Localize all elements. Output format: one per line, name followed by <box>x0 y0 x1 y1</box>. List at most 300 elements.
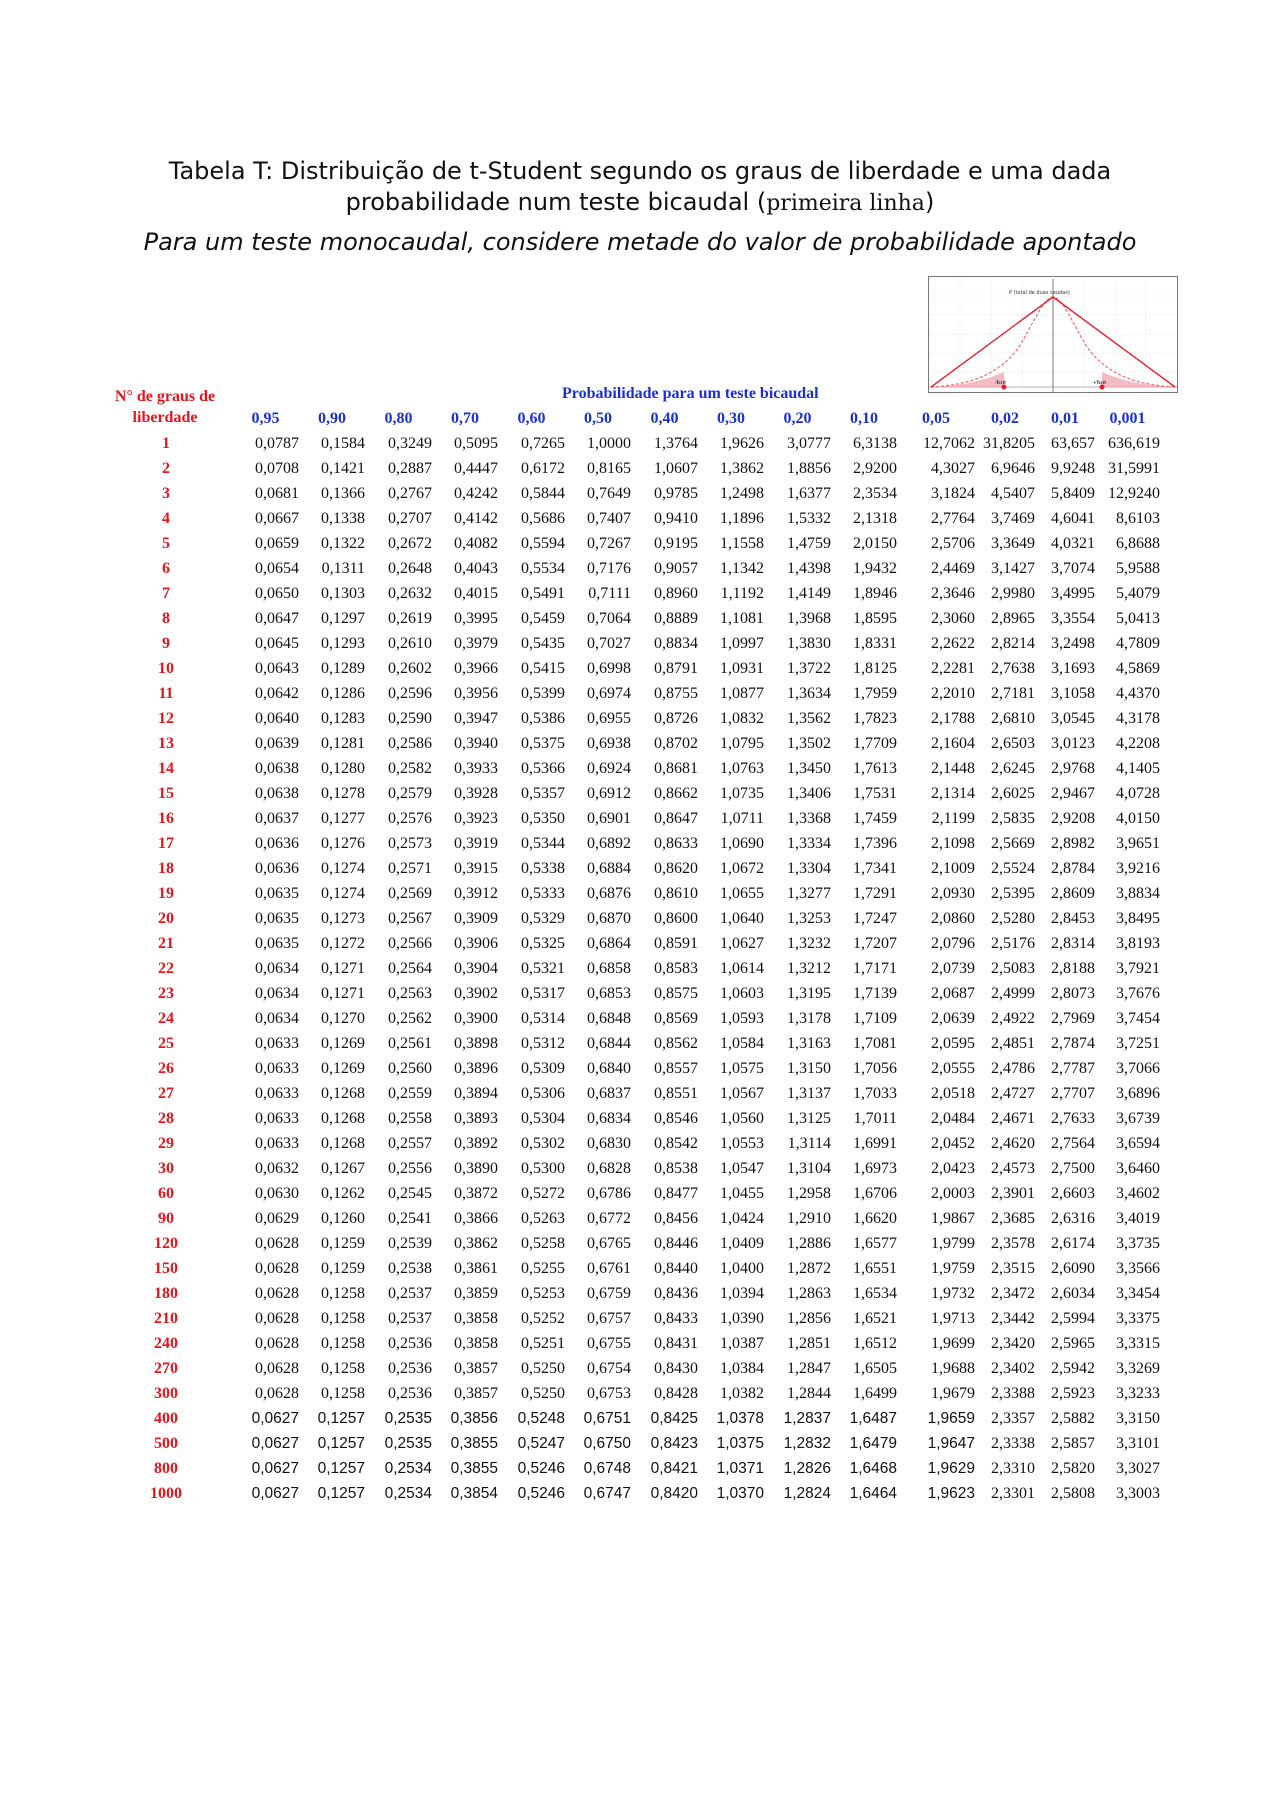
degrees-cell: 120 <box>154 1235 178 1252</box>
value-cell: 4,0150 <box>1116 810 1160 827</box>
table-row <box>100 1456 1160 1481</box>
value-cell: 0,6765 <box>587 1235 631 1252</box>
degrees-cell: 11 <box>158 685 174 702</box>
value-cell: 0,4015 <box>454 585 498 602</box>
value-cell: 1,7033 <box>853 1085 897 1102</box>
value-cell: 0,0627 <box>251 1435 299 1452</box>
table-row <box>100 606 1160 631</box>
value-cell: 2,8784 <box>1051 860 1095 877</box>
value-cell: 0,8542 <box>654 1135 698 1152</box>
value-cell: 0,8428 <box>654 1385 698 1402</box>
degrees-cell: 18 <box>158 860 174 877</box>
value-cell: 0,0642 <box>255 685 299 702</box>
value-cell: 2,5669 <box>991 835 1035 852</box>
value-cell: 1,3334 <box>787 835 831 852</box>
value-cell: 0,8662 <box>654 785 698 802</box>
value-cell: 63,657 <box>1051 435 1095 452</box>
value-cell: 0,3956 <box>454 685 498 702</box>
value-cell: 1,3232 <box>787 935 831 952</box>
degrees-cell: 10 <box>158 660 174 677</box>
table-row <box>100 1356 1160 1381</box>
value-cell: 0,2541 <box>388 1210 432 1227</box>
value-cell: 1,0409 <box>720 1235 764 1252</box>
degrees-cell: 17 <box>158 835 174 852</box>
value-cell: 3,7469 <box>991 510 1035 527</box>
value-cell: 1,3562 <box>787 710 831 727</box>
value-cell: 6,3138 <box>853 435 897 452</box>
value-cell: 0,6848 <box>587 1010 631 1027</box>
value-cell: 0,3947 <box>454 710 498 727</box>
value-cell: 0,0708 <box>255 460 299 477</box>
value-cell: 31,8205 <box>983 435 1035 452</box>
value-cell: 1,2824 <box>783 1485 831 1502</box>
value-cell: 0,2557 <box>388 1135 432 1152</box>
table-row <box>100 1256 1160 1281</box>
value-cell: 0,3906 <box>454 935 498 952</box>
value-cell: 3,4019 <box>1116 1210 1160 1227</box>
value-cell: 2,8609 <box>1051 885 1095 902</box>
value-cell: 0,4142 <box>454 510 498 527</box>
value-cell: 1,0931 <box>720 660 764 677</box>
degrees-cell: 29 <box>158 1135 174 1152</box>
value-cell: 0,5095 <box>454 435 498 452</box>
value-cell: 2,4851 <box>991 1035 1035 1052</box>
value-cell: 1,0603 <box>720 985 764 1002</box>
value-cell: 2,3578 <box>991 1235 1035 1252</box>
value-cell: 0,1297 <box>321 610 365 627</box>
table-row <box>100 981 1160 1006</box>
value-cell: 0,0628 <box>255 1310 299 1327</box>
value-cell: 0,1293 <box>321 635 365 652</box>
value-cell: 0,0650 <box>255 585 299 602</box>
page-title <box>0 156 1280 219</box>
value-cell: 2,4469 <box>931 560 975 577</box>
value-cell: 3,3375 <box>1116 1310 1160 1327</box>
table-row <box>100 531 1160 556</box>
value-cell: 1,8125 <box>853 660 897 677</box>
right-critical-marker <box>1100 385 1105 390</box>
value-cell: 2,6245 <box>991 760 1035 777</box>
value-cell: 0,2596 <box>388 685 432 702</box>
value-cell: 3,4602 <box>1116 1185 1160 1202</box>
degrees-cell: 16 <box>158 810 174 827</box>
value-cell: 0,1257 <box>317 1410 365 1427</box>
value-cell: 0,6884 <box>587 860 631 877</box>
value-cell: 2,1788 <box>931 710 975 727</box>
value-cell: 0,1259 <box>321 1235 365 1252</box>
value-cell: 0,6747 <box>583 1485 631 1502</box>
value-cell: 0,5534 <box>521 560 565 577</box>
value-cell: 1,7207 <box>853 935 897 952</box>
value-cell: 0,8600 <box>654 910 698 927</box>
value-cell: 0,6998 <box>587 660 631 677</box>
value-cell: 2,4922 <box>991 1010 1035 1027</box>
value-cell: 0,0667 <box>255 510 299 527</box>
value-cell: 1,7531 <box>853 785 897 802</box>
degrees-cell: 7 <box>162 585 170 602</box>
value-cell: 1,1896 <box>720 510 764 527</box>
value-cell: 0,2539 <box>388 1235 432 1252</box>
value-cell: 2,9200 <box>853 460 897 477</box>
value-cell: 2,6034 <box>1051 1285 1095 1302</box>
value-cell: 0,2610 <box>388 635 432 652</box>
figure-left-label: -Tcrít <box>995 380 1006 385</box>
value-cell: 1,7139 <box>853 985 897 1002</box>
value-cell: 0,0647 <box>255 610 299 627</box>
value-cell: 0,5344 <box>521 835 565 852</box>
value-cell: 0,7649 <box>587 485 631 502</box>
value-cell: 2,8965 <box>991 610 1035 627</box>
value-cell: 2,0003 <box>931 1185 975 1202</box>
value-cell: 0,2571 <box>388 860 432 877</box>
value-cell: 1,2498 <box>720 485 764 502</box>
value-cell: 0,5246 <box>517 1460 565 1477</box>
value-cell: 0,5594 <box>521 535 565 552</box>
value-cell: 0,0628 <box>255 1285 299 1302</box>
value-cell: 1,0763 <box>720 760 764 777</box>
value-cell: 2,4573 <box>991 1160 1035 1177</box>
value-cell: 0,5248 <box>517 1410 565 1427</box>
value-cell: 0,5844 <box>521 485 565 502</box>
value-cell: 6,8688 <box>1116 535 1160 552</box>
value-cell: 2,0423 <box>931 1160 975 1177</box>
value-cell: 0,8726 <box>654 710 698 727</box>
value-cell: 0,1269 <box>321 1035 365 1052</box>
value-cell: 2,5857 <box>1051 1435 1095 1452</box>
value-cell: 4,5407 <box>991 485 1035 502</box>
value-cell: 1,7171 <box>853 960 897 977</box>
value-cell: 1,9659 <box>927 1410 975 1427</box>
value-cell: 1,6464 <box>849 1485 897 1502</box>
degrees-cell: 1 <box>162 435 170 452</box>
value-cell: 1,0795 <box>720 735 764 752</box>
value-cell: 0,1258 <box>321 1310 365 1327</box>
value-cell: 2,5965 <box>1051 1335 1095 1352</box>
value-cell: 2,3388 <box>991 1385 1035 1402</box>
value-cell: 3,3315 <box>1116 1335 1160 1352</box>
value-cell: 0,2582 <box>388 760 432 777</box>
value-cell: 0,5253 <box>521 1285 565 1302</box>
value-cell: 2,4620 <box>991 1135 1035 1152</box>
value-cell: 0,6753 <box>587 1385 631 1402</box>
value-cell: 0,5325 <box>521 935 565 952</box>
value-cell: 1,9759 <box>931 1260 975 1277</box>
title-line-2-serif: primeira linha <box>766 191 925 216</box>
value-cell: 0,3912 <box>454 885 498 902</box>
value-cell: 3,6739 <box>1116 1110 1160 1127</box>
value-cell: 3,6594 <box>1116 1135 1160 1152</box>
value-cell: 0,2569 <box>388 885 432 902</box>
value-cell: 0,1258 <box>321 1360 365 1377</box>
value-cell: 1,6551 <box>853 1260 897 1277</box>
value-cell: 0,1421 <box>321 460 365 477</box>
table-row <box>100 756 1160 781</box>
value-cell: 2,1199 <box>931 810 975 827</box>
value-cell: 1,6973 <box>853 1160 897 1177</box>
value-cell: 0,0635 <box>255 910 299 927</box>
table-row <box>100 856 1160 881</box>
value-cell: 0,2534 <box>384 1460 432 1477</box>
value-cell: 1,1342 <box>720 560 764 577</box>
value-cell: 1,3114 <box>787 1135 831 1152</box>
value-cell: 0,1260 <box>321 1210 365 1227</box>
value-cell: 1,6620 <box>853 1210 897 1227</box>
value-cell: 0,5263 <box>521 1210 565 1227</box>
value-cell: 2,4786 <box>991 1060 1035 1077</box>
value-cell: 0,5250 <box>521 1360 565 1377</box>
value-cell: 0,5338 <box>521 860 565 877</box>
value-cell: 0,8562 <box>654 1035 698 1052</box>
value-cell: 0,5329 <box>521 910 565 927</box>
value-cell: 0,0654 <box>255 560 299 577</box>
value-cell: 0,3909 <box>454 910 498 927</box>
value-cell: 0,2648 <box>388 560 432 577</box>
value-cell: 1,3277 <box>787 885 831 902</box>
value-cell: 0,5386 <box>521 710 565 727</box>
value-cell: 0,6912 <box>587 785 631 802</box>
value-cell: 2,7764 <box>931 510 975 527</box>
degrees-cell: 270 <box>154 1360 178 1377</box>
table-row <box>100 656 1160 681</box>
value-cell: 1,9732 <box>931 1285 975 1302</box>
value-cell: 1,3450 <box>787 760 831 777</box>
value-cell: 0,1338 <box>321 510 365 527</box>
value-cell: 0,1257 <box>317 1485 365 1502</box>
value-cell: 0,0628 <box>255 1360 299 1377</box>
value-cell: 0,8538 <box>654 1160 698 1177</box>
value-cell: 2,5820 <box>1051 1460 1095 1477</box>
value-cell: 0,6955 <box>587 710 631 727</box>
value-cell: 0,5321 <box>521 960 565 977</box>
value-cell: 1,7291 <box>853 885 897 902</box>
figure-caption: P (total de duas caudas) <box>1009 290 1070 296</box>
value-cell: 2,5882 <box>1051 1410 1095 1427</box>
value-cell: 1,0607 <box>654 460 698 477</box>
value-cell: 0,2558 <box>388 1110 432 1127</box>
degrees-cell: 19 <box>158 885 174 902</box>
value-cell: 0,3923 <box>454 810 498 827</box>
value-cell: 2,7181 <box>991 685 1035 702</box>
value-cell: 0,6757 <box>587 1310 631 1327</box>
value-cell: 1,6991 <box>853 1135 897 1152</box>
table-row <box>100 456 1160 481</box>
value-cell: 1,9629 <box>927 1460 975 1477</box>
value-cell: 1,2832 <box>783 1435 831 1452</box>
table-row <box>100 706 1160 731</box>
value-cell: 3,3101 <box>1116 1435 1160 1452</box>
value-cell: 0,0637 <box>255 810 299 827</box>
value-cell: 0,8446 <box>654 1235 698 1252</box>
value-cell: 0,8647 <box>654 810 698 827</box>
value-cell: 0,3940 <box>454 735 498 752</box>
value-cell: 2,0687 <box>931 985 975 1002</box>
degrees-cell: 20 <box>158 910 174 927</box>
value-cell: 0,5350 <box>521 810 565 827</box>
value-cell: 0,2573 <box>388 835 432 852</box>
value-cell: 0,1271 <box>321 960 365 977</box>
value-cell: 0,6786 <box>587 1185 631 1202</box>
title-line-2-prefix: probabilidade num teste bicaudal ( <box>345 188 767 216</box>
value-cell: 0,3979 <box>454 635 498 652</box>
value-cell: 1,8946 <box>853 585 897 602</box>
value-cell: 1,0567 <box>720 1085 764 1102</box>
value-cell: 0,1262 <box>321 1185 365 1202</box>
value-cell: 2,6090 <box>1051 1260 1095 1277</box>
value-cell: 0,8440 <box>654 1260 698 1277</box>
value-cell: 0,3933 <box>454 760 498 777</box>
value-cell: 0,1303 <box>321 585 365 602</box>
degrees-cell: 15 <box>158 785 174 802</box>
value-cell: 2,2010 <box>931 685 975 702</box>
value-cell: 2,8314 <box>1051 935 1095 952</box>
value-cell: 0,0633 <box>255 1085 299 1102</box>
degrees-cell: 13 <box>158 735 174 752</box>
value-cell: 0,3894 <box>454 1085 498 1102</box>
value-cell: 0,1258 <box>321 1335 365 1352</box>
value-cell: 0,0639 <box>255 735 299 752</box>
figure-right-label: +Tcrít <box>1093 380 1107 385</box>
value-cell: 1,6487 <box>849 1410 897 1427</box>
value-cell: 0,3855 <box>450 1460 498 1477</box>
value-cell: 2,5706 <box>931 535 975 552</box>
value-cell: 0,5255 <box>521 1260 565 1277</box>
value-cell: 0,1274 <box>321 860 365 877</box>
value-cell: 0,0633 <box>255 1110 299 1127</box>
probability-header-cell: 0,30 <box>717 410 745 427</box>
value-cell: 3,6896 <box>1116 1085 1160 1102</box>
degrees-cell: 400 <box>154 1410 178 1427</box>
value-cell: 1,2844 <box>787 1385 831 1402</box>
value-cell: 2,0150 <box>853 535 897 552</box>
value-cell: 0,2586 <box>388 735 432 752</box>
value-cell: 1,3212 <box>787 960 831 977</box>
table-row <box>100 1106 1160 1131</box>
value-cell: 0,9785 <box>654 485 698 502</box>
value-cell: 0,5333 <box>521 885 565 902</box>
probability-row <box>100 406 1160 431</box>
value-cell: 0,8551 <box>654 1085 698 1102</box>
value-cell: 2,5176 <box>991 935 1035 952</box>
value-cell: 0,1268 <box>321 1110 365 1127</box>
value-cell: 0,2536 <box>388 1335 432 1352</box>
degrees-cell: 9 <box>162 635 170 652</box>
value-cell: 1,9626 <box>720 435 764 452</box>
value-cell: 0,2564 <box>388 960 432 977</box>
value-cell: 1,3862 <box>720 460 764 477</box>
value-cell: 0,3900 <box>454 1010 498 1027</box>
table-row <box>100 481 1160 506</box>
degrees-cell: 3 <box>162 485 170 502</box>
value-cell: 0,3904 <box>454 960 498 977</box>
value-cell: 2,3402 <box>991 1360 1035 1377</box>
value-cell: 0,8575 <box>654 985 698 1002</box>
value-cell: 3,1427 <box>991 560 1035 577</box>
value-cell: 0,6772 <box>587 1210 631 1227</box>
value-cell: 0,3928 <box>454 785 498 802</box>
table-row <box>100 1406 1160 1431</box>
value-cell: 0,6834 <box>587 1110 631 1127</box>
value-cell: 0,5366 <box>521 760 565 777</box>
value-cell: 0,6755 <box>587 1335 631 1352</box>
value-cell: 3,3269 <box>1116 1360 1160 1377</box>
table-body <box>100 431 1160 1506</box>
value-cell: 1,0382 <box>720 1385 764 1402</box>
value-cell: 0,3858 <box>454 1335 498 1352</box>
degrees-cell: 210 <box>154 1310 178 1327</box>
value-cell: 2,6316 <box>1051 1210 1095 1227</box>
value-cell: 2,8982 <box>1051 835 1095 852</box>
value-cell: 1,3137 <box>787 1085 831 1102</box>
value-cell: 0,0628 <box>255 1385 299 1402</box>
value-cell: 1,3830 <box>787 635 831 652</box>
degrees-cell: 14 <box>158 760 174 777</box>
value-cell: 0,1268 <box>321 1135 365 1152</box>
value-cell: 1,0655 <box>720 885 764 902</box>
probability-header-cell: 0,02 <box>991 410 1019 427</box>
value-cell: 0,4242 <box>454 485 498 502</box>
value-cell: 2,3301 <box>991 1485 1035 1502</box>
value-cell: 3,3566 <box>1116 1260 1160 1277</box>
table-row <box>100 1306 1160 1331</box>
value-cell: 2,5808 <box>1051 1485 1095 1502</box>
value-cell: 2,1009 <box>931 860 975 877</box>
value-cell: 1,4149 <box>787 585 831 602</box>
value-cell: 0,5375 <box>521 735 565 752</box>
value-cell: 2,5524 <box>991 860 1035 877</box>
value-cell: 2,1098 <box>931 835 975 852</box>
value-cell: 0,0638 <box>255 760 299 777</box>
value-cell: 4,1405 <box>1116 760 1160 777</box>
value-cell: 1,6505 <box>853 1360 897 1377</box>
value-cell: 0,5686 <box>521 510 565 527</box>
value-cell: 1,0384 <box>720 1360 764 1377</box>
value-cell: 0,5304 <box>521 1110 565 1127</box>
table-row <box>100 881 1160 906</box>
table-row <box>100 1006 1160 1031</box>
value-cell: 0,8591 <box>654 935 698 952</box>
table-row <box>100 1231 1160 1256</box>
value-cell: 1,0560 <box>720 1110 764 1127</box>
value-cell: 0,0633 <box>255 1060 299 1077</box>
value-cell: 0,0633 <box>255 1035 299 1052</box>
probability-header-cell: 0,01 <box>1051 410 1079 427</box>
value-cell: 0,0638 <box>255 785 299 802</box>
value-cell: 0,5314 <box>521 1010 565 1027</box>
value-cell: 3,7454 <box>1116 1010 1160 1027</box>
value-cell: 1,7247 <box>853 910 897 927</box>
degrees-cell: 1000 <box>150 1485 182 1502</box>
title-line-2-suffix: ) <box>924 188 935 216</box>
degrees-cell: 180 <box>154 1285 178 1302</box>
table-row <box>100 806 1160 831</box>
table-row <box>100 1281 1160 1306</box>
value-cell: 0,8421 <box>650 1460 698 1477</box>
table-row <box>100 1156 1160 1181</box>
value-cell: 0,0640 <box>255 710 299 727</box>
value-cell: 0,0635 <box>255 885 299 902</box>
value-cell: 1,0371 <box>716 1460 764 1477</box>
value-cell: 1,0593 <box>720 1010 764 1027</box>
value-cell: 0,0636 <box>255 860 299 877</box>
t-distribution-table <box>100 406 1160 1506</box>
value-cell: 0,3859 <box>454 1285 498 1302</box>
value-cell: 0,6938 <box>587 735 631 752</box>
value-cell: 0,6172 <box>521 460 565 477</box>
value-cell: 0,2535 <box>384 1410 432 1427</box>
value-cell: 2,3060 <box>931 610 975 627</box>
value-cell: 1,9432 <box>853 560 897 577</box>
value-cell: 0,1276 <box>321 835 365 852</box>
